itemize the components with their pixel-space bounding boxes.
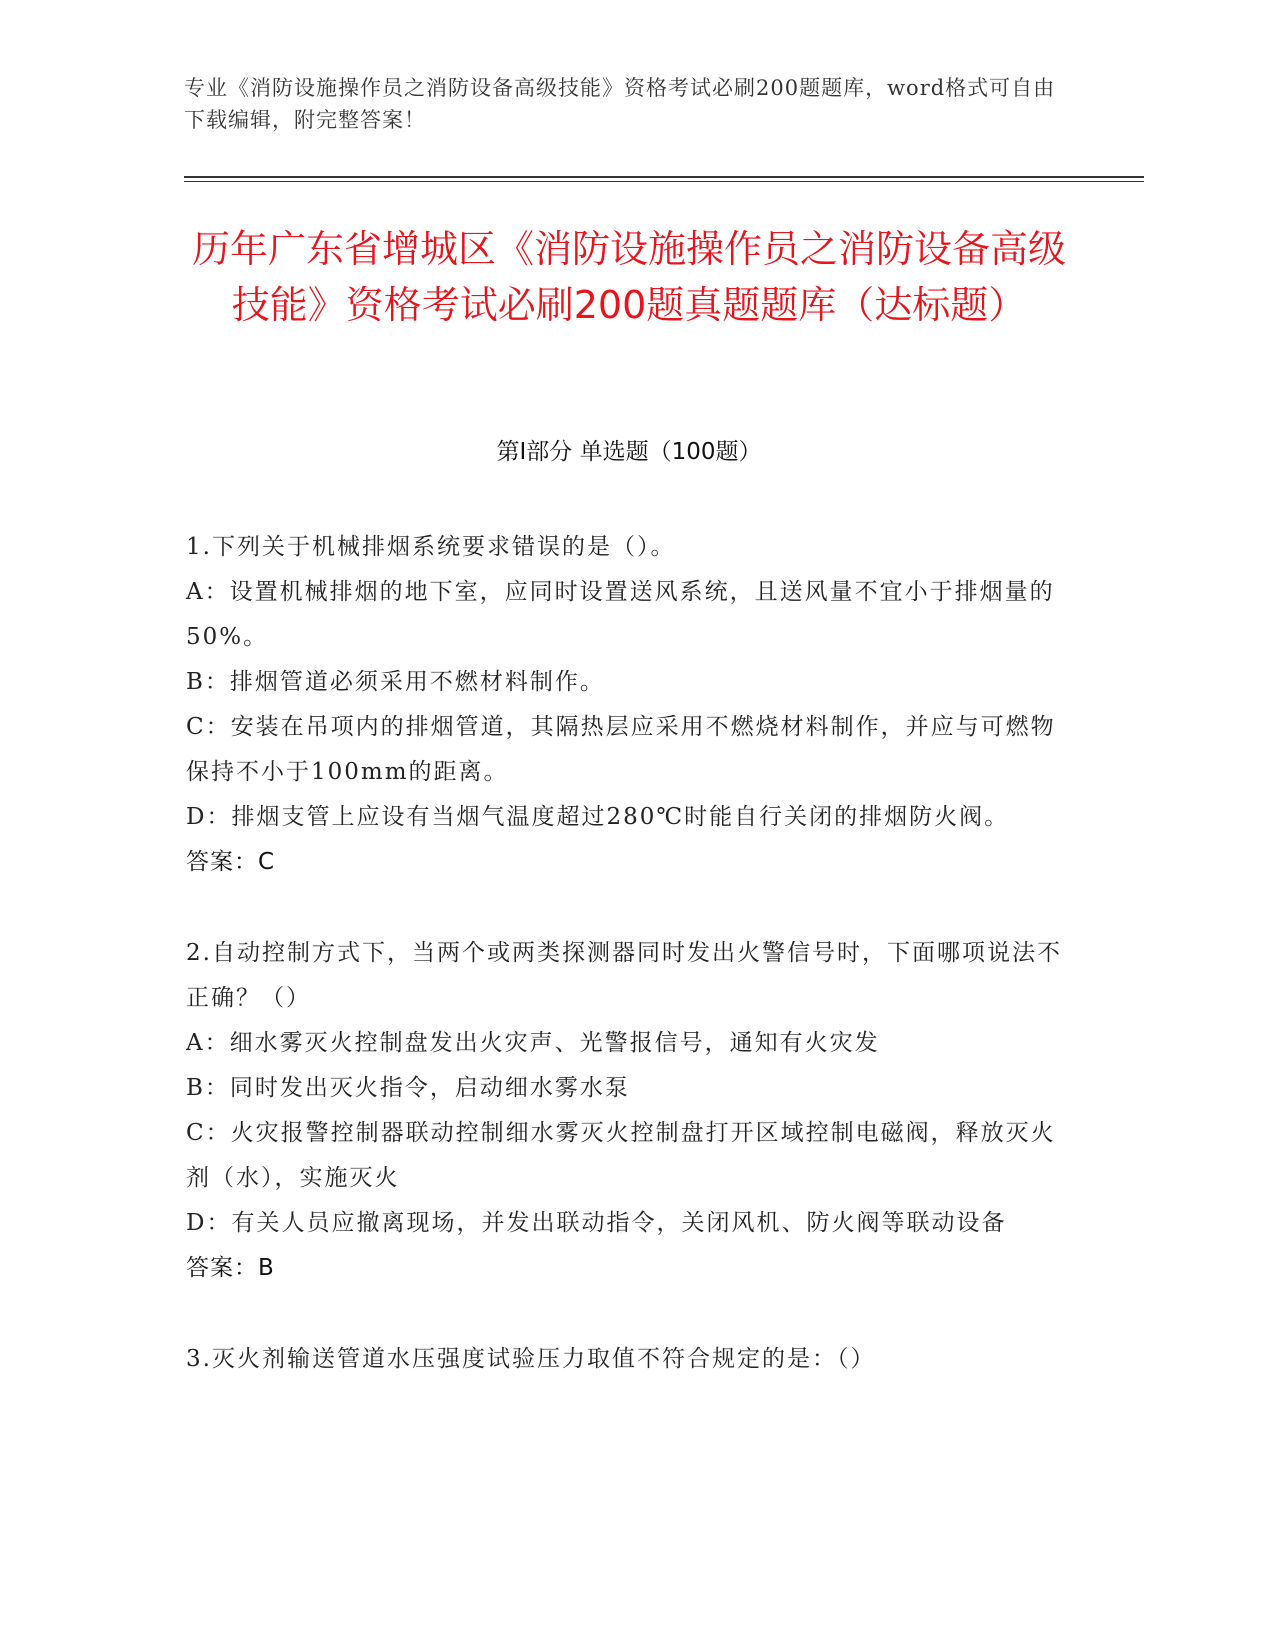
- option-b: B：同时发出灭火指令，启动细水雾水泵: [186, 1075, 630, 1101]
- spacer: [186, 1291, 1066, 1337]
- option-a: A：细水雾灭火控制盘发出火灾声、光警报信号，通知有火灾发: [186, 1030, 880, 1056]
- header-divider-thick: [184, 176, 1144, 178]
- question-item: [186, 931, 1066, 1291]
- answer-label: 答案：B: [186, 1255, 275, 1281]
- option-d: D：有关人员应撤离现场，并发出联动指令，关闭风机、防火阀等联动设备: [186, 1210, 1007, 1236]
- option-c: C：安装在吊项内的排烟管道，其隔热层应采用不燃烧材料制作，并应与可燃物保持不小于100mm的距离。: [186, 714, 1056, 785]
- question-list: [186, 525, 1066, 1382]
- question-item: [186, 1337, 1066, 1382]
- option-d: D：排烟支管上应设有当烟气温度超过280℃时能自行关闭的排烟防火阀。: [186, 804, 1010, 830]
- spacer: [186, 885, 1066, 931]
- document-title: 历年广东省增城区《消防设施操作员之消防设备高级技能》资格考试必刷200题真题题库（达标题）: [191, 227, 1066, 327]
- answer-label: 答案：C: [186, 849, 276, 875]
- question-stem: 3.灭火剂输送管道水压强度试验压力取值不符合规定的是：（）: [186, 1346, 876, 1372]
- section-heading: 第Ⅰ部分 单选题（100题）: [496, 439, 762, 465]
- question-item: [186, 525, 1066, 885]
- option-a: A：设置机械排烟的地下室，应同时设置送风系统，且送风量不宜小于排烟量的50%。: [186, 579, 1055, 650]
- header-note: 专业《消防设施操作员之消防设备高级技能》资格考试必刷200题题库，word格式可自由下载编辑，附完整答案！: [184, 76, 1056, 132]
- question-stem: 1.下列关于机械排烟系统要求错误的是（）。: [186, 534, 676, 560]
- header-divider-thin: [184, 181, 1144, 182]
- question-stem: 2.自动控制方式下，当两个或两类探测器同时发出火警信号时，下面哪项说法不正确？（）: [186, 940, 1062, 1011]
- option-b: B：排烟管道必须采用不燃材料制作。: [186, 669, 605, 695]
- option-c: C：火灾报警控制器联动控制细水雾灭火控制盘打开区域控制电磁阀，释放灭火剂（水），实施灭火: [186, 1120, 1056, 1191]
